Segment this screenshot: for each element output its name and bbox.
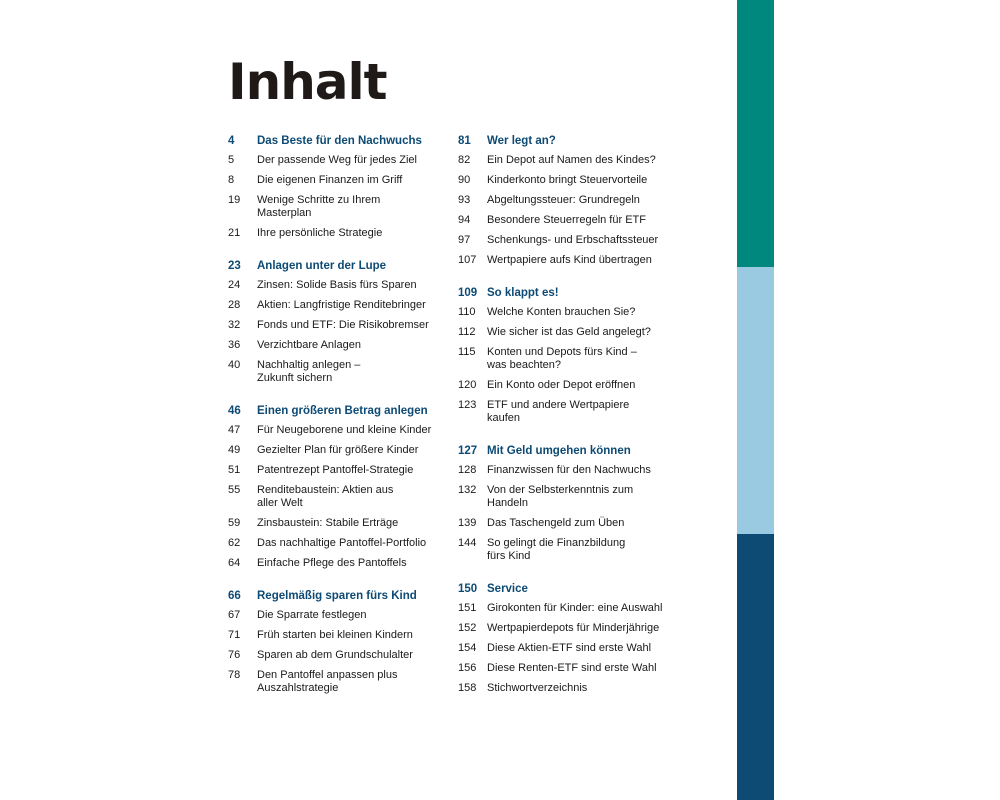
entry-title-line: Zinsbaustein: Stabile Erträge	[257, 517, 399, 529]
entry-title-line: Die eigenen Finanzen im Griff	[257, 174, 403, 186]
entry-title-line: Das nachhaltige Pantoffel-Portfolio	[257, 537, 427, 549]
toc-chapter-heading	[458, 445, 698, 458]
entry-page-number: 24	[228, 279, 241, 291]
entry-page-number: 123	[458, 399, 477, 411]
toc-entry	[228, 339, 458, 352]
entry-title	[487, 379, 698, 392]
toc-entry	[458, 537, 698, 563]
chapter-page-number: 109	[458, 287, 478, 299]
entry-page-number: 55	[228, 484, 241, 496]
entry-page-number: 144	[458, 537, 477, 549]
entry-page-number: 158	[458, 682, 477, 694]
entry-page-number: 67	[228, 609, 241, 621]
entry-title	[257, 299, 458, 312]
entry-title	[257, 227, 458, 240]
chapter-title: Das Beste für den Nachwuchs	[257, 135, 422, 147]
toc-chapter-heading	[228, 590, 458, 603]
entry-title	[487, 682, 698, 695]
entry-title	[487, 399, 698, 425]
entry-title-line: Für Neugeborene und kleine Kinder	[257, 424, 432, 436]
entry-page-number: 132	[458, 484, 477, 496]
page-title: Inhalt	[228, 53, 387, 111]
entry-page-number: 21	[228, 227, 241, 239]
entry-title	[257, 444, 458, 457]
entry-title-line: Wertpapiere aufs Kind übertragen	[487, 254, 652, 266]
entry-title	[487, 154, 698, 167]
entry-title-line: Diese Renten-ETF sind erste Wahl	[487, 662, 657, 674]
entry-title	[257, 649, 458, 662]
entry-title	[257, 517, 458, 530]
entry-title	[487, 464, 698, 477]
toc-chapter-heading	[458, 287, 698, 300]
chapter-title: So klappt es!	[487, 287, 559, 299]
toc-entry	[458, 399, 698, 425]
entry-title-line: Welche Konten brauchen Sie?	[487, 306, 636, 318]
entry-title-line: aller Welt	[257, 497, 303, 509]
toc-entry	[228, 669, 458, 695]
toc-entry	[228, 194, 458, 220]
entry-title-line: Ihre persönliche Strategie	[257, 227, 383, 239]
entry-title-line: Verzichtbare Anlagen	[257, 339, 361, 351]
entry-title-line: Ein Konto oder Depot eröffnen	[487, 379, 636, 391]
toc-chapter-heading	[458, 583, 698, 596]
entry-title	[487, 484, 698, 510]
entry-page-number: 51	[228, 464, 241, 476]
entry-title	[257, 359, 458, 385]
entry-page-number: 32	[228, 319, 241, 331]
entry-title-line: Wenige Schritte zu Ihrem	[257, 194, 381, 206]
toc-chapter-heading	[228, 260, 458, 273]
toc-entry	[228, 319, 458, 332]
toc-entry	[228, 557, 458, 570]
entry-page-number: 28	[228, 299, 241, 311]
entry-page-number: 152	[458, 622, 477, 634]
entry-title-line: Finanzwissen für den Nachwuchs	[487, 464, 651, 476]
entry-title	[487, 642, 698, 655]
toc-entry	[228, 517, 458, 530]
chapter-title: Service	[487, 583, 528, 595]
entry-page-number: 90	[458, 174, 471, 186]
chapter-title: Regelmäßig sparen fürs Kind	[257, 590, 417, 602]
entry-title-line: Wertpapierdepots für Minderjährige	[487, 622, 660, 634]
chapter-title: Einen größeren Betrag anlegen	[257, 405, 428, 417]
entry-title	[487, 346, 698, 372]
entry-title	[487, 622, 698, 635]
toc-entry	[228, 629, 458, 642]
toc-chapter-heading	[228, 405, 458, 418]
toc-entry	[228, 279, 458, 292]
entry-title-line: Abgeltungssteuer: Grundregeln	[487, 194, 640, 206]
toc-entry	[228, 424, 458, 437]
entry-title	[257, 629, 458, 642]
entry-title	[487, 234, 698, 247]
entry-title-line: Stichwortverzeichnis	[487, 682, 588, 694]
toc-entry	[458, 326, 698, 339]
entry-title-line: ETF und andere Wertpapiere	[487, 399, 630, 411]
toc-section	[458, 287, 698, 425]
chapter-page-number: 81	[458, 135, 471, 147]
chapter-page-number: 66	[228, 590, 241, 602]
entry-title	[487, 662, 698, 675]
toc-entry	[228, 299, 458, 312]
toc-entry	[458, 234, 698, 247]
entry-title-line: Das Taschengeld zum Üben	[487, 517, 625, 529]
entry-title-line: Girokonten für Kinder: eine Auswahl	[487, 602, 663, 614]
entry-title	[257, 339, 458, 352]
entry-title	[487, 306, 698, 319]
toc-entry	[458, 602, 698, 615]
entry-title-line: Wie sicher ist das Geld angelegt?	[487, 326, 651, 338]
entry-title-line: Gezielter Plan für größere Kinder	[257, 444, 419, 456]
entry-title	[487, 194, 698, 207]
entry-page-number: 139	[458, 517, 477, 529]
entry-title-line: Der passende Weg für jedes Ziel	[257, 154, 417, 166]
entry-page-number: 40	[228, 359, 241, 371]
entry-page-number: 5	[228, 154, 235, 166]
color-band-light-blue	[737, 267, 774, 534]
entry-title-line: Masterplan	[257, 207, 312, 219]
entry-title-line: Fonds und ETF: Die Risikobremser	[257, 319, 429, 331]
entry-page-number: 94	[458, 214, 471, 226]
chapter-page-number: 46	[228, 405, 241, 417]
toc-chapter-heading	[458, 135, 698, 148]
entry-title	[257, 194, 458, 220]
toc-section	[458, 135, 698, 267]
entry-title-line: kaufen	[487, 412, 521, 424]
entry-page-number: 154	[458, 642, 477, 654]
entry-page-number: 120	[458, 379, 477, 391]
entry-page-number: 156	[458, 662, 477, 674]
entry-page-number: 49	[228, 444, 241, 456]
entry-page-number: 110	[458, 306, 476, 318]
toc-section	[228, 405, 458, 570]
entry-title-line: Aktien: Langfristige Renditebringer	[257, 299, 426, 311]
entry-title	[257, 424, 458, 437]
entry-title-line: fürs Kind	[487, 550, 531, 562]
entry-page-number: 115	[458, 346, 476, 358]
entry-title-line: Kinderkonto bringt Steuervorteile	[487, 174, 648, 186]
entry-title-line: So gelingt die Finanzbildung	[487, 537, 626, 549]
chapter-page-number: 4	[228, 135, 235, 147]
entry-title	[257, 154, 458, 167]
entry-title-line: was beachten?	[487, 359, 561, 371]
entry-title-line: Einfache Pflege des Pantoffels	[257, 557, 407, 569]
entry-page-number: 59	[228, 517, 241, 529]
entry-title	[257, 609, 458, 622]
entry-title-line: Handeln	[487, 497, 528, 509]
entry-page-number: 47	[228, 424, 241, 436]
toc-entry	[228, 649, 458, 662]
entry-title-line: Die Sparrate festlegen	[257, 609, 367, 621]
toc-entry	[458, 194, 698, 207]
toc-entry	[228, 464, 458, 477]
toc-entry	[458, 154, 698, 167]
entry-title	[257, 557, 458, 570]
entry-title-line: Diese Aktien-ETF sind erste Wahl	[487, 642, 652, 654]
toc-entry	[458, 622, 698, 635]
chapter-title: Anlagen unter der Lupe	[257, 260, 387, 272]
entry-title-line: Patentrezept Pantoffel-Strategie	[257, 464, 414, 476]
toc-section	[228, 260, 458, 385]
toc-entry	[228, 154, 458, 167]
toc-entry	[458, 346, 698, 372]
toc-entry	[458, 174, 698, 187]
toc-entry	[228, 359, 458, 385]
entry-title	[487, 537, 698, 563]
toc-entry	[228, 174, 458, 187]
toc-entry	[458, 306, 698, 319]
entry-title-line: Zinsen: Solide Basis fürs Sparen	[257, 279, 417, 291]
entry-page-number: 71	[228, 629, 241, 641]
toc-entry	[458, 484, 698, 510]
toc-column-left	[228, 135, 458, 715]
entry-title	[257, 464, 458, 477]
entry-title	[487, 254, 698, 267]
color-band-teal	[737, 0, 774, 267]
entry-title	[257, 319, 458, 332]
toc-entry	[458, 254, 698, 267]
entry-page-number: 19	[228, 194, 241, 206]
toc-section	[458, 583, 698, 695]
toc-entry	[458, 214, 698, 227]
toc-entry	[458, 517, 698, 530]
entry-title	[257, 279, 458, 292]
chapter-page-number: 150	[458, 583, 478, 595]
entry-page-number: 64	[228, 557, 241, 569]
chapter-title: Wer legt an?	[487, 135, 556, 147]
chapter-page-number: 23	[228, 260, 241, 272]
entry-title	[257, 174, 458, 187]
entry-page-number: 78	[228, 669, 241, 681]
entry-title	[487, 326, 698, 339]
entry-title-line: Den Pantoffel anpassen plus	[257, 669, 398, 681]
entry-page-number: 36	[228, 339, 241, 351]
chapter-title: Mit Geld umgehen können	[487, 445, 631, 457]
toc-section	[228, 590, 458, 695]
toc-section	[458, 445, 698, 563]
entry-page-number: 112	[458, 326, 476, 338]
toc-entry	[458, 682, 698, 695]
entry-title-line: Besondere Steuerregeln für ETF	[487, 214, 646, 226]
toc-section	[228, 135, 458, 240]
entry-title	[257, 537, 458, 550]
toc-entry	[458, 662, 698, 675]
entry-title-line: Auszahlstrategie	[257, 682, 339, 694]
entry-page-number: 151	[458, 602, 477, 614]
entry-page-number: 82	[458, 154, 471, 166]
toc-entry	[458, 642, 698, 655]
entry-page-number: 76	[228, 649, 241, 661]
entry-title-line: Ein Depot auf Namen des Kindes?	[487, 154, 656, 166]
entry-page-number: 62	[228, 537, 241, 549]
entry-title	[487, 214, 698, 227]
color-band-navy	[737, 534, 774, 800]
entry-page-number: 93	[458, 194, 471, 206]
toc-entry	[458, 379, 698, 392]
toc-entry	[458, 464, 698, 477]
entry-title-line: Renditebaustein: Aktien aus	[257, 484, 394, 496]
entry-page-number: 8	[228, 174, 235, 186]
entry-title-line: Sparen ab dem Grundschulalter	[257, 649, 413, 661]
entry-page-number: 97	[458, 234, 471, 246]
entry-page-number: 107	[458, 254, 477, 266]
toc-entry	[228, 227, 458, 240]
toc-entry	[228, 444, 458, 457]
toc-entry	[228, 609, 458, 622]
toc-column-right	[458, 135, 698, 715]
toc-entry	[228, 484, 458, 510]
entry-title-line: Früh starten bei kleinen Kindern	[257, 629, 413, 641]
entry-title	[487, 517, 698, 530]
entry-title-line: Schenkungs- und Erbschaftssteuer	[487, 234, 659, 246]
toc-entry	[228, 537, 458, 550]
entry-title-line: Nachhaltig anlegen –	[257, 359, 361, 371]
entry-title	[257, 669, 458, 695]
entry-title	[487, 174, 698, 187]
entry-title-line: Zukunft sichern	[257, 372, 333, 384]
entry-title	[257, 484, 458, 510]
chapter-page-number: 127	[458, 445, 478, 457]
entry-page-number: 128	[458, 464, 477, 476]
entry-title-line: Konten und Depots fürs Kind –	[487, 346, 637, 358]
entry-title	[487, 602, 698, 615]
toc-chapter-heading	[228, 135, 458, 148]
entry-title-line: Von der Selbsterkenntnis zum	[487, 484, 634, 496]
